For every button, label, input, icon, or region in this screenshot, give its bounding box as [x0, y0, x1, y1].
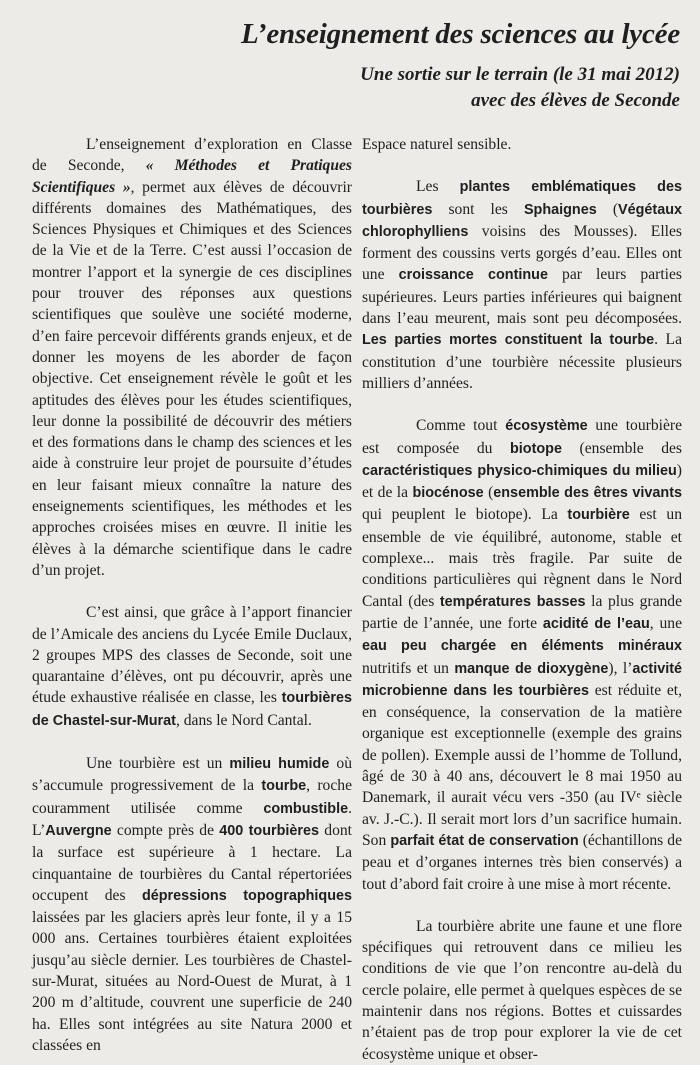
paragraph-definition: Une tourbière est un milieu humide où s’accumule progressivement de la tourbe, roche couramment utilisée comme combustible. L’Auvergne compte près de 400 tourbières dont la surface est supérieure à 1 hectare. La cinquantaine de tourbières du Cantal répertoriées occupent des dépressions topographiques laissées par les glaciers après leur fonte, il y a 15 000 ans. Certaines tourbières étaient exploitées jusqu’au siècle dernier. Les tourbières de Chastel-sur-Murat, situées au Nord-Ouest de Murat, à 1 200 m d’altitude, couvrent une superficie de 240 ha. Elles sont intégrées au site Natura 2000 et classées en: [32, 755, 352, 1054]
paragraph-fauna-flora: La tourbière abrite une faune et une flore spécifiques qui retrouvent dans ce milieu les conditions de vie que l’on rencontre au-delà du cercle polaire, elle permet à quelques espèces de se maintenir dans nos régions. Bottes et cuissardes n’étaient pas de trop pour explorer la vie de cet écosystème unique et obser-: [362, 917, 682, 1063]
paragraph-continuation: Espace naturel sensible.: [362, 136, 512, 153]
paragraph-ecosystem: Comme tout écosystème une tourbière est composée du biotope (ensemble des caractéristiques physico-chimiques du milieu) et de la biocénose (ensemble des êtres vivants qui peuplent le biotope). La tourbière est un ensemble de vie équilibré, autonome, stable et complexe... mais très fragile. Par suite de conditions particulières qui règnent dans le Nord Cantal (des températures basses la plus grande partie de l’année, une forte acidité de l’eau, une eau peu chargée en éléments minéraux nutritifs et un manque de dioxygène), l’activité microbienne dans les tourbières est réduite et, en conséquence, la conservation de la matière organique est exceptionnelle (exemple des grains de pollen). Exemple aussi de l’homme de Tollund, âgé de 30 à 40 ans, découvert le 8 mai 1950 au Danemark, il aurait vécu vers -350 (au IVᵉ siècle av. J.-C.). Il serait mort lors d’un sacrifice humain. Son parfait état de conservation (échantillons de peau et d’organes internes très bien conservés) a tout d’abord fait croire à une mise à mort récente.: [362, 417, 683, 893]
subtitle-line-2: avec des élèves de Seconde: [471, 89, 680, 111]
paragraph-outing: C’est ainsi, que grâce à l’apport financier de l’Amicale des anciens du Lycée Emile Duclaux, 2 groupes MPS des classes de Seconde, soit une quarantaine d’élèves, ont pu découvrir, après une étude exhaustive réalisée en classe, les tourbières de Chastel-sur-Murat, dans le Nord Cantal.: [32, 604, 352, 729]
subtitle-line-1: Une sortie sur le terrain (le 31 mai 2012): [360, 64, 680, 85]
paragraph-intro: L’enseignement d’exploration en Classe de Seconde, « Méthodes et Pratiques Scientifiques », permet aux élèves de découvrir différents domaines des Mathématiques, des Sciences Physiques et Chimiques et des Sciences de la Vie et de la Terre. C’est aussi l’occasion de montrer l’apport et la synergie de ces disciplines pour trouver des réponses aux questions scientifiques que soulève une société moderne, d’en faire percevoir différents grands enjeux, et de donner les moyens de les aborder de façon objective. Cet enseignement révèle le goût et les aptitudes des élèves pour les études scientifiques, leur donne la possibilité de découvrir des métiers et des formations dans le champ des sciences et les aide à construire leur projet de poursuite d’études en leur faisant mieux connaître la nature des enseignements scientifiques, les méthodes et les approches croisées mises en œuvre. Il initie les élèves à la démarche scientifique dans le cadre d’un projet.: [32, 136, 352, 579]
left-column: [32, 134, 352, 1056]
page-title: L’enseignement des sciences au lycée: [241, 18, 680, 50]
page-subtitle: [360, 62, 680, 113]
course-name: « Méthodes et Pratiques Scientifiques »: [32, 157, 352, 196]
right-column: [362, 134, 682, 1065]
paragraph-plants: Les plantes emblématiques des tourbières sont les Sphaignes (Végétaux chlorophylliens voisins des Mousses). Elles forment des coussins verts gorgés d’eau. Elles ont une croissance continue par leurs parties supérieures. Leurs parties inférieures qui baignent dans l’eau meurent, mais sont peu décomposées. Les parties mortes constituent la tourbe. La constitution d’une tourbière nécessite plusieurs milliers d’années.: [362, 178, 683, 392]
